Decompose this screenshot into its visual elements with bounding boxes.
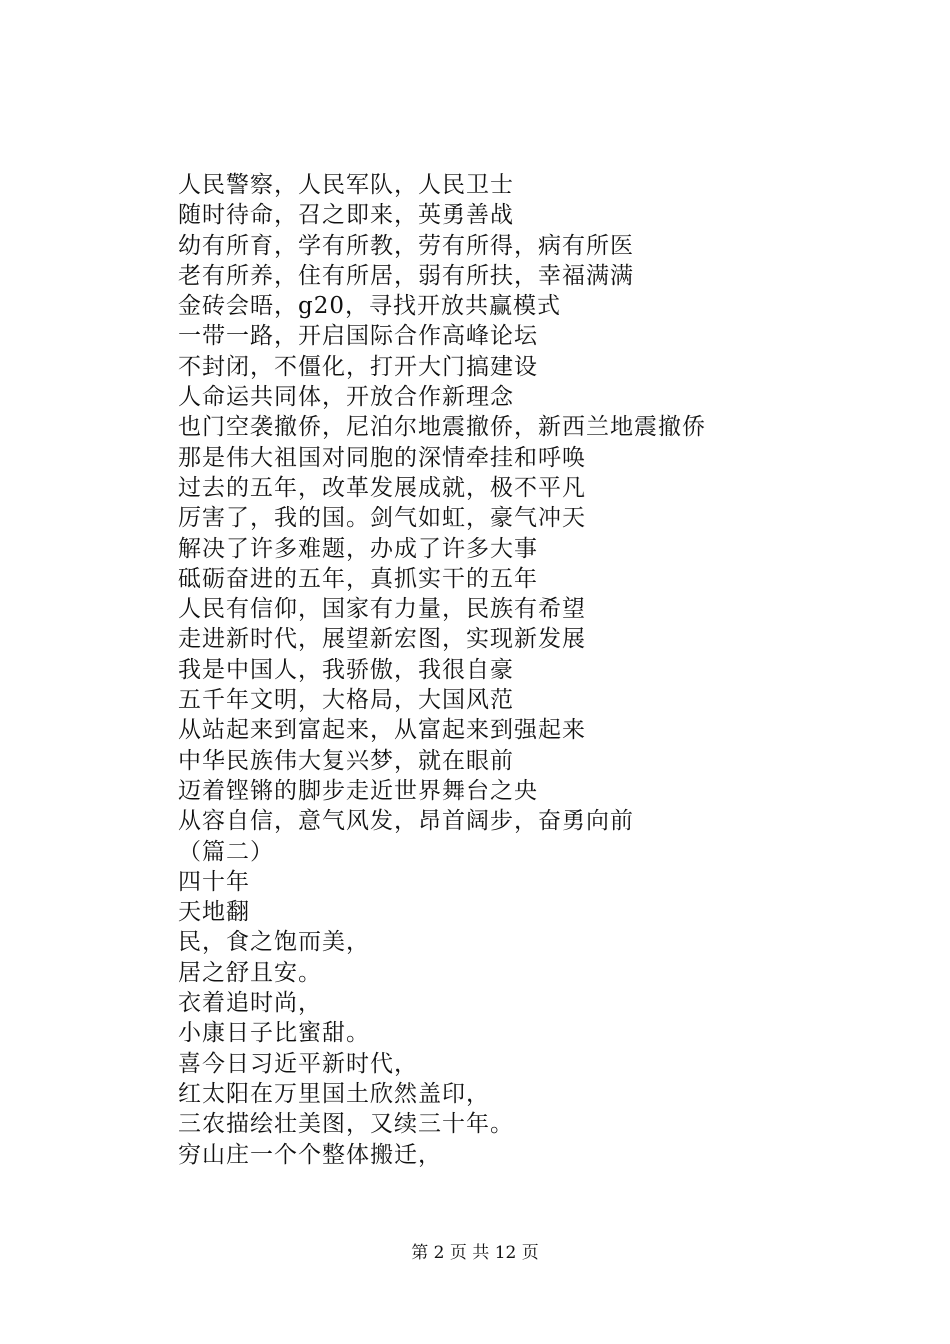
text-line: 从站起来到富起来，从富起来到强起来 bbox=[178, 717, 586, 744]
text-line: 过去的五年，改革发展成就，极不平凡 bbox=[178, 474, 586, 501]
text-line: 红太阳在万里国土欣然盖印， bbox=[178, 1080, 490, 1107]
text-line: 金砖会晤，g20，寻找开放共赢模式 bbox=[178, 293, 561, 320]
text-line: 人民警察，人民军队，人民卫士 bbox=[178, 172, 514, 198]
text-line: 四十年 bbox=[178, 868, 250, 895]
text-line: 穷山庄一个个整体搬迁， bbox=[178, 1141, 442, 1168]
text-line: 我是中国人，我骄傲，我很自豪 bbox=[178, 656, 514, 683]
text-line: 砥砺奋进的五年，真抓实干的五年 bbox=[178, 565, 538, 592]
page-footer: 第 2 页 共 12 页 bbox=[411, 1243, 539, 1263]
text-line: 也门空袭撤侨，尼泊尔地震撤侨，新西兰地震撤侨 bbox=[178, 414, 706, 441]
text-line: 小康日子比蜜甜。 bbox=[178, 1020, 370, 1047]
text-line: 走进新时代，展望新宏图，实现新发展 bbox=[178, 626, 586, 653]
text-line: 老有所养，住有所居，弱有所扶，幸福满满 bbox=[178, 262, 634, 289]
text-line: 幼有所育，学有所教，劳有所得，病有所医 bbox=[178, 232, 634, 259]
text-line: 天地翻 bbox=[178, 899, 250, 926]
text-line: 厉害了，我的国。剑气如虹，豪气冲天 bbox=[178, 505, 586, 532]
document-body bbox=[178, 170, 878, 1170]
text-line: 那是伟大祖国对同胞的深情牵挂和呼唤 bbox=[178, 444, 586, 471]
text-line: 喜今日习近平新时代， bbox=[178, 1050, 418, 1077]
text-line: 居之舒且安。 bbox=[178, 959, 322, 986]
text-line: 人命运共同体，开放合作新理念 bbox=[178, 384, 514, 411]
text-line: 五千年文明，大格局，大国风范 bbox=[178, 687, 514, 714]
text-line: 民，食之饱而美， bbox=[178, 929, 370, 956]
text-line: 中华民族伟大复兴梦，就在眼前 bbox=[178, 747, 514, 774]
text-line: 三农描绘壮美图，又续三十年。 bbox=[178, 1111, 514, 1138]
text-line: 随时待命，召之即来，英勇善战 bbox=[178, 202, 514, 229]
text-line: 人民有信仰，国家有力量，民族有希望 bbox=[178, 596, 586, 623]
text-line: 从容自信，意气风发，昂首阔步，奋勇向前 bbox=[178, 808, 634, 835]
text-line: （篇二） bbox=[178, 838, 274, 865]
text-line: 不封闭，不僵化，打开大门搞建设 bbox=[178, 353, 538, 380]
text-line: 衣着追时尚， bbox=[178, 990, 322, 1017]
text-line: 一带一路，开启国际合作高峰论坛 bbox=[178, 323, 538, 350]
text-line: 解决了许多难题，办成了许多大事 bbox=[178, 535, 538, 562]
text-line: 迈着铿锵的脚步走近世界舞台之央 bbox=[178, 777, 538, 804]
